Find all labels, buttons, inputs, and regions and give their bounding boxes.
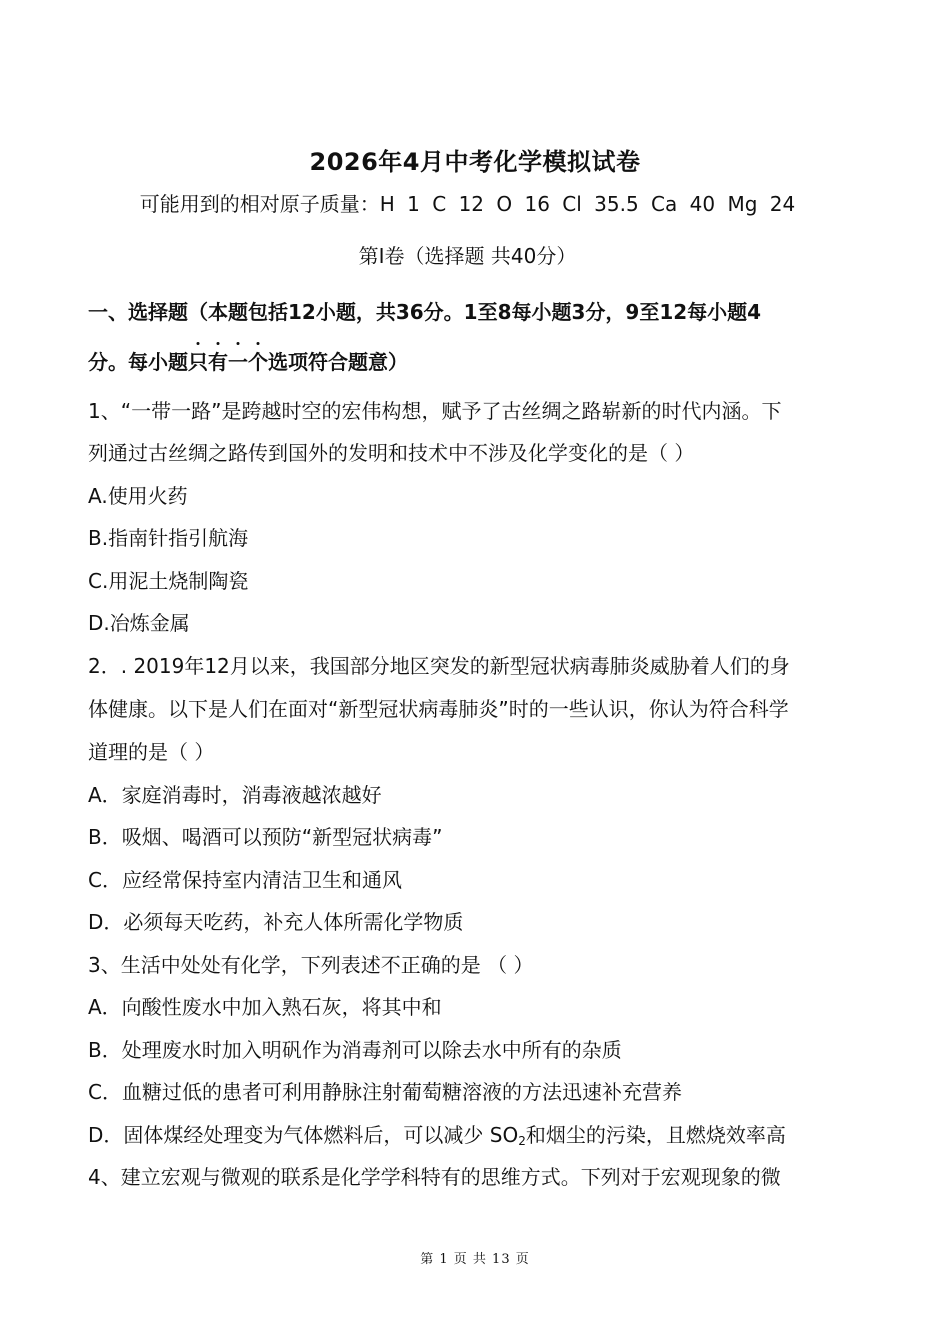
question-2-stem-line2: 体健康。以下是人们在面对“新型冠状病毒肺炎”时的一些认识，你认为符合科学 — [88, 697, 789, 721]
section-heading-pre: 分。每小题 — [88, 350, 188, 374]
section-heading-line1: 一、选择题（本题包括12小题，共36分。1至8每小题3分，9至12每小题4 — [88, 300, 762, 324]
page-footer: 第 1 页 共 13 页 — [420, 1252, 530, 1267]
exam-title: 2026年4月中考化学模拟试卷 — [309, 148, 641, 176]
question-3-option-c: C．血糖过低的患者可利用静脉注射葡萄糖溶液的方法迅速补充营养 — [88, 1080, 682, 1104]
emphasis-dotted-text — [188, 350, 268, 374]
subscript-2: 2 — [518, 1134, 526, 1148]
emphasis-char: 有 — [208, 350, 228, 374]
section-heading-post: 选项符合题意） — [268, 350, 408, 374]
question-3-stem: 3、生活中处处有化学，下列表述不正确的是 （ ） — [88, 953, 534, 977]
question-4-stem-line1: 4、建立宏观与微观的联系是化学学科特有的思维方式。下列对于宏观现象的微 — [88, 1165, 781, 1189]
question-2-option-b: B．吸烟、喝酒可以预防“新型冠状病毒” — [88, 825, 443, 849]
question-3-option-d-post: 和烟尘的污染，且燃烧效率高 — [525, 1123, 786, 1147]
section-heading-line2 — [88, 346, 408, 375]
question-2-option-c: C．应经常保持室内清洁卫生和通风 — [88, 868, 402, 892]
question-2-option-a: A．家庭消毒时，消毒液越浓越好 — [88, 783, 382, 807]
question-3-option-d-pre: D．固体煤经处理变为气体燃料后，可以减少 SO — [88, 1123, 519, 1147]
emphasis-char: 个 — [248, 350, 268, 374]
question-3-option-d — [88, 1119, 786, 1148]
question-1-option-d: D.冶炼金属 — [88, 611, 190, 635]
question-2-option-d: D．必须每天吃药，补充人体所需化学物质 — [88, 910, 464, 934]
question-1-stem-line1: 1、“一带一路”是跨越时空的宏伟构想，赋予了古丝绸之路崭新的时代内涵。下 — [88, 399, 782, 423]
question-1-stem-line2: 列通过古丝绸之路传到国外的发明和技术中不涉及化学变化的是（ ） — [88, 441, 695, 465]
question-2-stem-line1: 2．. 2019年12月以来，我国部分地区突发的新型冠状病毒肺炎威胁着人们的身 — [88, 654, 790, 678]
question-1-option-c: C.用泥土烧制陶瓷 — [88, 569, 249, 593]
emphasis-char: 只 — [188, 350, 208, 374]
question-1-option-b: B.指南针指引航海 — [88, 526, 249, 550]
atomic-masses-line: 可能用到的相对原子质量：H 1 C 12 O 16 Cl 35.5 Ca 40 Mg 24 — [139, 192, 796, 216]
volume-heading: 第Ⅰ卷（选择题 共40分） — [358, 244, 577, 268]
question-3-option-b: B．处理废水时加入明矾作为消毒剂可以除去水中所有的杂质 — [88, 1038, 622, 1062]
emphasis-char: 一 — [228, 350, 248, 374]
question-1-option-a: A.使用火药 — [88, 484, 188, 508]
question-2-stem-line3: 道理的是（ ） — [88, 740, 215, 764]
question-3-option-a: A．向酸性废水中加入熟石灰，将其中和 — [88, 995, 442, 1019]
